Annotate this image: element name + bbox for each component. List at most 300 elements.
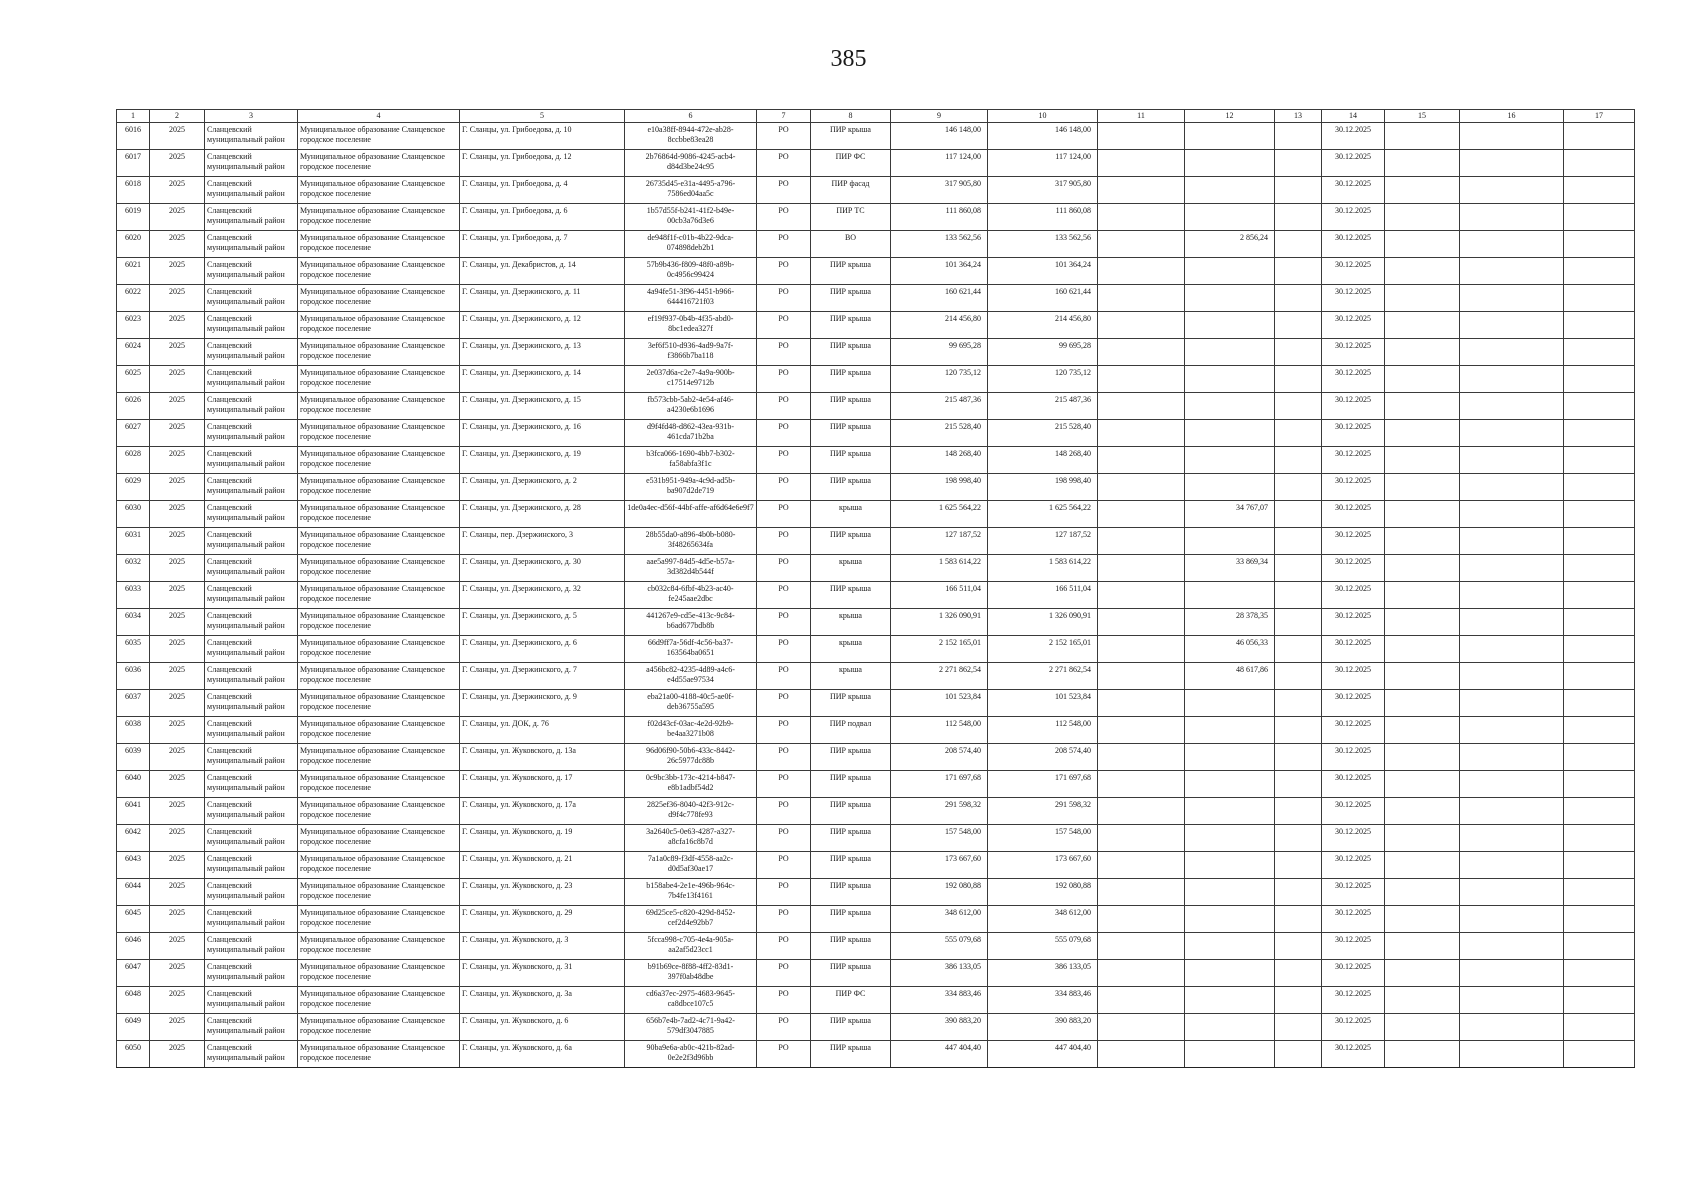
cell-work-type: ПИР крыша	[811, 285, 891, 312]
cell-address: Г. Сланцы, ул. Дзержинского, д. 11	[460, 285, 625, 312]
cell-empty	[1460, 447, 1564, 474]
cell-district: Сланцевский муниципальный район	[205, 1014, 298, 1041]
cell-municipality: Муниципальное образование Сланцевское городское поселение	[298, 690, 460, 717]
cell-cost-extra	[1185, 987, 1275, 1014]
cell-year: 2025	[150, 717, 205, 744]
cell-cost-fund: 146 148,00	[988, 123, 1098, 150]
cell-row-number: 6022	[117, 285, 150, 312]
cell-cost-total: 166 511,04	[891, 582, 988, 609]
cell-row-number: 6025	[117, 366, 150, 393]
cell-year: 2025	[150, 312, 205, 339]
cell-cost-extra	[1185, 771, 1275, 798]
cell-district: Сланцевский муниципальный район	[205, 798, 298, 825]
cell-empty	[1460, 258, 1564, 285]
cell-empty	[1275, 1014, 1322, 1041]
table-row	[117, 123, 1635, 150]
cell-empty	[1564, 123, 1635, 150]
cell-empty	[1275, 960, 1322, 987]
cell-empty	[1460, 420, 1564, 447]
cell-cost-total: 555 079,68	[891, 933, 988, 960]
table-row	[117, 609, 1635, 636]
cell-row-number: 6044	[117, 879, 150, 906]
cell-row-number: 6046	[117, 933, 150, 960]
cell-empty	[1385, 555, 1460, 582]
cell-empty	[1385, 339, 1460, 366]
table-row	[117, 879, 1635, 906]
cell-district: Сланцевский муниципальный район	[205, 177, 298, 204]
cell-deadline: 30.12.2025	[1322, 339, 1385, 366]
cell-cost-extra	[1185, 798, 1275, 825]
cell-empty	[1385, 771, 1460, 798]
cell-cost-fund: 348 612,00	[988, 906, 1098, 933]
cell-source: РО	[757, 852, 811, 879]
cell-cost-extra: 46 056,33	[1185, 636, 1275, 663]
cell-empty	[1460, 690, 1564, 717]
cell-house-guid: d9f4fd48-d862-43ea-931b-461cda71b2ba	[625, 420, 757, 447]
cell-row-number: 6030	[117, 501, 150, 528]
column-number: 3	[205, 110, 298, 123]
cell-address: Г. Сланцы, ул. Жуковского, д. 31	[460, 960, 625, 987]
cell-row-number: 6049	[117, 1014, 150, 1041]
cell-cost-fund: 2 152 165,01	[988, 636, 1098, 663]
cell-empty	[1460, 1014, 1564, 1041]
cell-empty	[1460, 366, 1564, 393]
cell-empty	[1385, 825, 1460, 852]
cell-empty	[1275, 636, 1322, 663]
cell-address: Г. Сланцы, ул. Дзержинского, д. 6	[460, 636, 625, 663]
cell-house-guid: fb573cbb-5ab2-4e54-af46-a4230e6b1696	[625, 393, 757, 420]
cell-empty	[1098, 231, 1185, 258]
cell-empty	[1564, 690, 1635, 717]
cell-source: РО	[757, 420, 811, 447]
cell-house-guid: 96d06f90-50b6-433c-8442-26c5977dc88b	[625, 744, 757, 771]
cell-work-type: ПИР ФС	[811, 987, 891, 1014]
cell-cost-extra	[1185, 528, 1275, 555]
cell-deadline: 30.12.2025	[1322, 663, 1385, 690]
table-row	[117, 528, 1635, 555]
cell-empty	[1098, 825, 1185, 852]
cell-address: Г. Сланцы, ул. Дзержинского, д. 30	[460, 555, 625, 582]
cell-year: 2025	[150, 474, 205, 501]
cell-source: РО	[757, 177, 811, 204]
cell-cost-total: 160 621,44	[891, 285, 988, 312]
cell-cost-total: 2 152 165,01	[891, 636, 988, 663]
cell-house-guid: 28b55da0-a896-4b0b-b080-3f48265634fa	[625, 528, 757, 555]
cell-row-number: 6040	[117, 771, 150, 798]
cell-empty	[1275, 987, 1322, 1014]
cell-deadline: 30.12.2025	[1322, 636, 1385, 663]
cell-empty	[1564, 150, 1635, 177]
cell-work-type: ПИР крыша	[811, 474, 891, 501]
cell-empty	[1460, 825, 1564, 852]
cell-work-type: ПИР крыша	[811, 582, 891, 609]
cell-empty	[1385, 231, 1460, 258]
cell-empty	[1460, 798, 1564, 825]
cell-year: 2025	[150, 582, 205, 609]
cell-empty	[1564, 204, 1635, 231]
cell-cost-fund: 160 621,44	[988, 285, 1098, 312]
cell-empty	[1385, 420, 1460, 447]
cell-municipality: Муниципальное образование Сланцевское городское поселение	[298, 312, 460, 339]
cell-row-number: 6041	[117, 798, 150, 825]
cell-work-type: ПИР крыша	[811, 1014, 891, 1041]
cell-empty	[1098, 879, 1185, 906]
cell-cost-extra	[1185, 933, 1275, 960]
cell-district: Сланцевский муниципальный район	[205, 339, 298, 366]
cell-district: Сланцевский муниципальный район	[205, 474, 298, 501]
cell-municipality: Муниципальное образование Сланцевское городское поселение	[298, 474, 460, 501]
table-row	[117, 582, 1635, 609]
table-row	[117, 393, 1635, 420]
cell-empty	[1275, 447, 1322, 474]
cell-empty	[1098, 123, 1185, 150]
cell-row-number: 6036	[117, 663, 150, 690]
cell-year: 2025	[150, 879, 205, 906]
cell-cost-fund: 390 883,20	[988, 1014, 1098, 1041]
cell-empty	[1275, 393, 1322, 420]
cell-address: Г. Сланцы, ул. Жуковского, д. 19	[460, 825, 625, 852]
cell-municipality: Муниципальное образование Сланцевское городское поселение	[298, 1014, 460, 1041]
table-row	[117, 366, 1635, 393]
cell-year: 2025	[150, 744, 205, 771]
cell-municipality: Муниципальное образование Сланцевское городское поселение	[298, 555, 460, 582]
cell-empty	[1564, 933, 1635, 960]
cell-empty	[1385, 609, 1460, 636]
cell-empty	[1564, 285, 1635, 312]
cell-district: Сланцевский муниципальный район	[205, 258, 298, 285]
cell-deadline: 30.12.2025	[1322, 690, 1385, 717]
cell-empty	[1564, 1014, 1635, 1041]
cell-row-number: 6033	[117, 582, 150, 609]
cell-cost-total: 334 883,46	[891, 987, 988, 1014]
table-row	[117, 1041, 1635, 1068]
cell-cost-extra	[1185, 717, 1275, 744]
cell-work-type: ПИР крыша	[811, 771, 891, 798]
cell-district: Сланцевский муниципальный район	[205, 906, 298, 933]
cell-address: Г. Сланцы, ул. Дзержинского, д. 13	[460, 339, 625, 366]
cell-empty	[1564, 798, 1635, 825]
cell-municipality: Муниципальное образование Сланцевское городское поселение	[298, 582, 460, 609]
cell-cost-extra	[1185, 447, 1275, 474]
cell-cost-fund: 111 860,08	[988, 204, 1098, 231]
cell-address: Г. Сланцы, ул. Жуковского, д. 3	[460, 933, 625, 960]
cell-cost-extra	[1185, 150, 1275, 177]
cell-deadline: 30.12.2025	[1322, 285, 1385, 312]
cell-year: 2025	[150, 933, 205, 960]
cell-district: Сланцевский муниципальный район	[205, 204, 298, 231]
cell-house-guid: f02d43cf-03ac-4e2d-92b9-be4aa3271b08	[625, 717, 757, 744]
cell-deadline: 30.12.2025	[1322, 123, 1385, 150]
table-row	[117, 798, 1635, 825]
cell-empty	[1385, 150, 1460, 177]
cell-district: Сланцевский муниципальный район	[205, 501, 298, 528]
cell-cost-total: 192 080,88	[891, 879, 988, 906]
cell-municipality: Муниципальное образование Сланцевское городское поселение	[298, 879, 460, 906]
cell-municipality: Муниципальное образование Сланцевское городское поселение	[298, 204, 460, 231]
cell-district: Сланцевский муниципальный район	[205, 771, 298, 798]
cell-empty	[1460, 231, 1564, 258]
cell-empty	[1275, 744, 1322, 771]
cell-municipality: Муниципальное образование Сланцевское городское поселение	[298, 960, 460, 987]
cell-house-guid: cd6a37ec-2975-4683-9645-ca8dbce107c5	[625, 987, 757, 1014]
cell-deadline: 30.12.2025	[1322, 1014, 1385, 1041]
cell-empty	[1385, 879, 1460, 906]
cell-empty	[1275, 501, 1322, 528]
cell-house-guid: e10a38ff-8944-472e-ab28-8ccbbe83ea28	[625, 123, 757, 150]
cell-work-type: ПИР подвал	[811, 717, 891, 744]
cell-address: Г. Сланцы, ул. Жуковского, д. 13а	[460, 744, 625, 771]
cell-cost-extra	[1185, 393, 1275, 420]
cell-row-number: 6028	[117, 447, 150, 474]
cell-empty	[1098, 204, 1185, 231]
cell-row-number: 6039	[117, 744, 150, 771]
cell-cost-total: 1 326 090,91	[891, 609, 988, 636]
cell-municipality: Муниципальное образование Сланцевское городское поселение	[298, 339, 460, 366]
cell-year: 2025	[150, 177, 205, 204]
cell-cost-extra	[1185, 744, 1275, 771]
cell-work-type: ПИР крыша	[811, 879, 891, 906]
cell-cost-extra	[1185, 285, 1275, 312]
cell-empty	[1385, 474, 1460, 501]
cell-empty	[1385, 123, 1460, 150]
cell-work-type: ПИР крыша	[811, 420, 891, 447]
registry-table	[116, 109, 1635, 1068]
cell-row-number: 6019	[117, 204, 150, 231]
cell-work-type: ПИР крыша	[811, 1041, 891, 1068]
column-number: 9	[891, 110, 988, 123]
cell-empty	[1460, 933, 1564, 960]
table-row	[117, 690, 1635, 717]
cell-cost-fund: 1 326 090,91	[988, 609, 1098, 636]
cell-empty	[1460, 636, 1564, 663]
cell-cost-total: 112 548,00	[891, 717, 988, 744]
cell-empty	[1385, 1014, 1460, 1041]
cell-year: 2025	[150, 825, 205, 852]
cell-district: Сланцевский муниципальный район	[205, 582, 298, 609]
cell-empty	[1460, 528, 1564, 555]
table-row	[117, 636, 1635, 663]
column-number: 6	[625, 110, 757, 123]
cell-municipality: Муниципальное образование Сланцевское городское поселение	[298, 744, 460, 771]
cell-house-guid: e531b951-949a-4c9d-ad5b-ba907d2de719	[625, 474, 757, 501]
cell-source: РО	[757, 582, 811, 609]
cell-address: Г. Сланцы, пер. Дзержинского, 3	[460, 528, 625, 555]
cell-source: РО	[757, 663, 811, 690]
cell-work-type: ПИР ТС	[811, 204, 891, 231]
cell-empty	[1098, 1041, 1185, 1068]
cell-empty	[1098, 501, 1185, 528]
cell-empty	[1275, 771, 1322, 798]
cell-deadline: 30.12.2025	[1322, 150, 1385, 177]
cell-empty	[1385, 582, 1460, 609]
cell-house-guid: a456bc82-4235-4d89-a4c6-e4d55ae97534	[625, 663, 757, 690]
cell-empty	[1564, 609, 1635, 636]
cell-house-guid: cb032c84-6fbf-4b23-ac40-fe245aae2dbc	[625, 582, 757, 609]
cell-house-guid: 3a2640c5-0e63-4287-a327-a8cfa16c8b7d	[625, 825, 757, 852]
cell-empty	[1385, 987, 1460, 1014]
cell-empty	[1564, 501, 1635, 528]
cell-empty	[1460, 582, 1564, 609]
cell-cost-fund: 148 268,40	[988, 447, 1098, 474]
cell-municipality: Муниципальное образование Сланцевское городское поселение	[298, 798, 460, 825]
cell-empty	[1275, 204, 1322, 231]
cell-year: 2025	[150, 1014, 205, 1041]
cell-district: Сланцевский муниципальный район	[205, 150, 298, 177]
cell-deadline: 30.12.2025	[1322, 879, 1385, 906]
cell-house-guid: 0c9bc3bb-173c-4214-b847-e8b1adbf54d2	[625, 771, 757, 798]
cell-year: 2025	[150, 906, 205, 933]
column-number: 5	[460, 110, 625, 123]
cell-work-type: ПИР крыша	[811, 744, 891, 771]
cell-empty	[1098, 744, 1185, 771]
cell-source: РО	[757, 717, 811, 744]
cell-empty	[1460, 312, 1564, 339]
cell-cost-fund: 215 487,36	[988, 393, 1098, 420]
column-number: 14	[1322, 110, 1385, 123]
cell-cost-total: 120 735,12	[891, 366, 988, 393]
cell-cost-total: 99 695,28	[891, 339, 988, 366]
cell-source: РО	[757, 231, 811, 258]
cell-work-type: крыша	[811, 663, 891, 690]
cell-work-type: ПИР крыша	[811, 852, 891, 879]
cell-source: РО	[757, 123, 811, 150]
cell-deadline: 30.12.2025	[1322, 609, 1385, 636]
cell-source: РО	[757, 258, 811, 285]
cell-municipality: Муниципальное образование Сланцевское городское поселение	[298, 933, 460, 960]
cell-work-type: ПИР крыша	[811, 312, 891, 339]
cell-work-type: ПИР крыша	[811, 393, 891, 420]
cell-empty	[1098, 528, 1185, 555]
cell-cost-total: 390 883,20	[891, 1014, 988, 1041]
cell-house-guid: de948f1f-c01b-4b22-9dca-074898deb2b1	[625, 231, 757, 258]
cell-cost-fund: 334 883,46	[988, 987, 1098, 1014]
cell-empty	[1098, 717, 1185, 744]
cell-municipality: Муниципальное образование Сланцевское городское поселение	[298, 285, 460, 312]
cell-source: РО	[757, 312, 811, 339]
table-row	[117, 312, 1635, 339]
cell-address: Г. Сланцы, ул. Дзержинского, д. 7	[460, 663, 625, 690]
cell-empty	[1098, 906, 1185, 933]
cell-empty	[1385, 906, 1460, 933]
cell-district: Сланцевский муниципальный район	[205, 1041, 298, 1068]
cell-row-number: 6026	[117, 393, 150, 420]
cell-deadline: 30.12.2025	[1322, 474, 1385, 501]
cell-address: Г. Сланцы, ул. Дзержинского, д. 12	[460, 312, 625, 339]
cell-source: РО	[757, 285, 811, 312]
table-row	[117, 960, 1635, 987]
cell-cost-fund: 1 583 614,22	[988, 555, 1098, 582]
cell-deadline: 30.12.2025	[1322, 582, 1385, 609]
cell-empty	[1460, 393, 1564, 420]
table-row	[117, 717, 1635, 744]
table-row	[117, 204, 1635, 231]
cell-district: Сланцевский муниципальный район	[205, 879, 298, 906]
cell-work-type: ПИР крыша	[811, 123, 891, 150]
cell-municipality: Муниципальное образование Сланцевское городское поселение	[298, 1041, 460, 1068]
cell-year: 2025	[150, 204, 205, 231]
cell-source: РО	[757, 987, 811, 1014]
cell-district: Сланцевский муниципальный район	[205, 609, 298, 636]
cell-district: Сланцевский муниципальный район	[205, 744, 298, 771]
cell-cost-total: 291 598,32	[891, 798, 988, 825]
cell-house-guid: b3fca066-1690-4bb7-b302-fa58abfa3f1c	[625, 447, 757, 474]
cell-empty	[1098, 258, 1185, 285]
cell-house-guid: aae5a997-84d5-4d5e-b57a-3d382d4b544f	[625, 555, 757, 582]
cell-municipality: Муниципальное образование Сланцевское городское поселение	[298, 663, 460, 690]
cell-house-guid: 90ba9e6a-ab0c-421b-82ad-0e2e2f3d96bb	[625, 1041, 757, 1068]
column-number: 12	[1185, 110, 1275, 123]
cell-empty	[1564, 555, 1635, 582]
cell-empty	[1098, 177, 1185, 204]
cell-row-number: 6050	[117, 1041, 150, 1068]
cell-row-number: 6045	[117, 906, 150, 933]
cell-cost-extra	[1185, 204, 1275, 231]
table-row	[117, 555, 1635, 582]
cell-row-number: 6018	[117, 177, 150, 204]
cell-house-guid: 57b9b436-f809-48f0-a89b-0c4956c99424	[625, 258, 757, 285]
cell-cost-total: 1 625 564,22	[891, 501, 988, 528]
cell-deadline: 30.12.2025	[1322, 555, 1385, 582]
cell-deadline: 30.12.2025	[1322, 528, 1385, 555]
column-number: 13	[1275, 110, 1322, 123]
cell-empty	[1460, 204, 1564, 231]
cell-empty	[1275, 177, 1322, 204]
cell-empty	[1385, 393, 1460, 420]
cell-cost-fund: 101 523,84	[988, 690, 1098, 717]
cell-empty	[1564, 744, 1635, 771]
cell-address: Г. Сланцы, ул. Дзержинского, д. 32	[460, 582, 625, 609]
cell-source: РО	[757, 744, 811, 771]
cell-house-guid: 1b57d55f-b241-41f2-b49e-00cb3a76d3e6	[625, 204, 757, 231]
cell-deadline: 30.12.2025	[1322, 744, 1385, 771]
cell-empty	[1275, 798, 1322, 825]
table-row	[117, 474, 1635, 501]
cell-work-type: ПИР крыша	[811, 825, 891, 852]
cell-cost-fund: 166 511,04	[988, 582, 1098, 609]
cell-empty	[1275, 825, 1322, 852]
cell-house-guid: 441267e9-cd5e-413c-9c84-b6ad677bdb8b	[625, 609, 757, 636]
cell-cost-extra	[1185, 879, 1275, 906]
cell-row-number: 6029	[117, 474, 150, 501]
cell-empty	[1098, 771, 1185, 798]
column-number-row	[117, 110, 1635, 123]
cell-empty	[1275, 717, 1322, 744]
cell-source: РО	[757, 906, 811, 933]
cell-empty	[1460, 744, 1564, 771]
table-row	[117, 906, 1635, 933]
cell-address: Г. Сланцы, ул. Грибоедова, д. 4	[460, 177, 625, 204]
cell-empty	[1460, 150, 1564, 177]
cell-empty	[1098, 636, 1185, 663]
cell-empty	[1275, 1041, 1322, 1068]
cell-deadline: 30.12.2025	[1322, 1041, 1385, 1068]
cell-cost-extra: 33 869,34	[1185, 555, 1275, 582]
cell-year: 2025	[150, 555, 205, 582]
cell-empty	[1564, 474, 1635, 501]
cell-work-type: крыша	[811, 555, 891, 582]
cell-municipality: Муниципальное образование Сланцевское городское поселение	[298, 231, 460, 258]
cell-house-guid: eba21a00-4188-40c5-ae0f-deb36755a595	[625, 690, 757, 717]
cell-empty	[1098, 393, 1185, 420]
cell-address: Г. Сланцы, ул. Дзержинского, д. 5	[460, 609, 625, 636]
cell-empty	[1098, 420, 1185, 447]
cell-cost-fund: 198 998,40	[988, 474, 1098, 501]
cell-cost-extra: 48 617,86	[1185, 663, 1275, 690]
cell-empty	[1275, 312, 1322, 339]
cell-work-type: ПИР фасад	[811, 177, 891, 204]
cell-empty	[1564, 393, 1635, 420]
cell-empty	[1385, 852, 1460, 879]
